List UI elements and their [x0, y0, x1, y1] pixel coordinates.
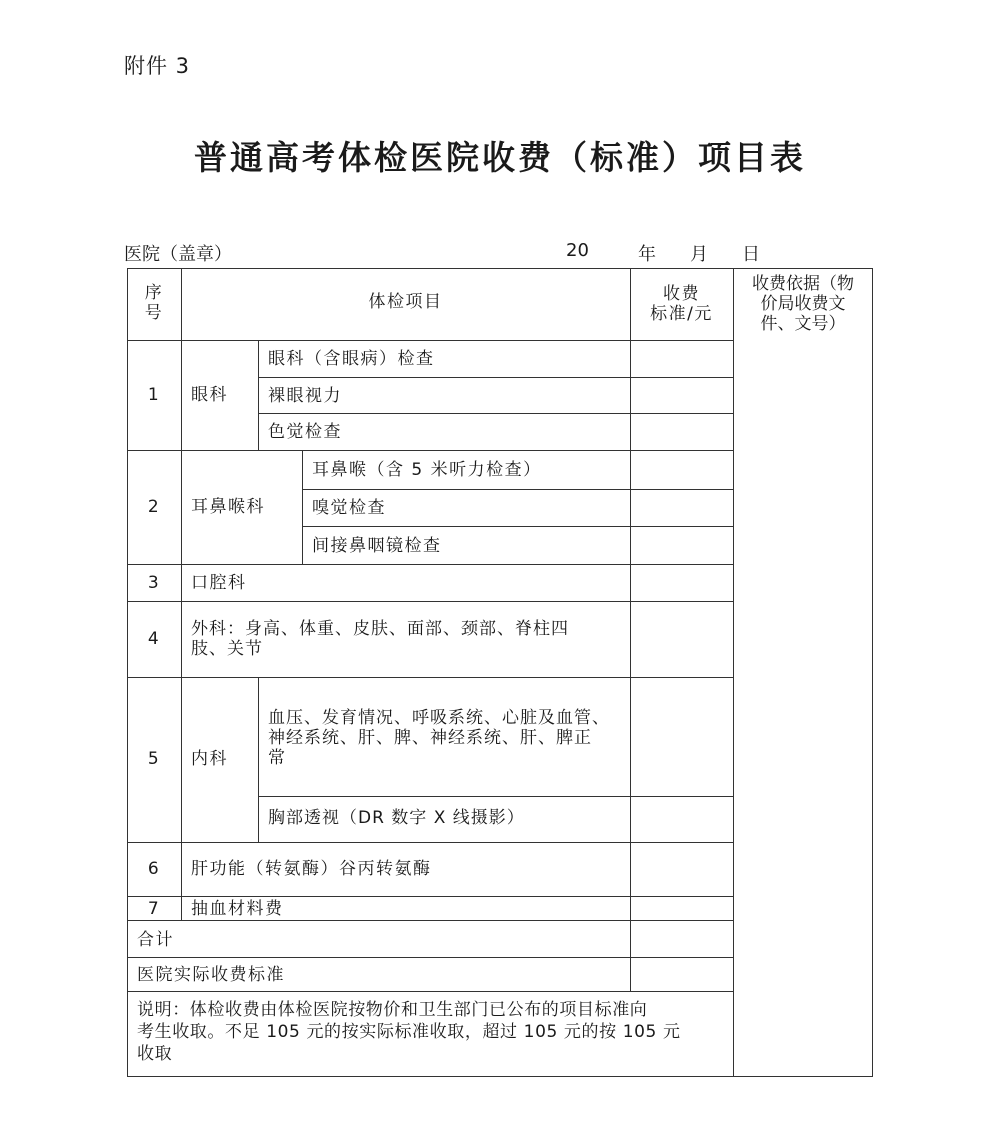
note-text: 考生收取。不足 105 元的按实际标准收取，超过 105 元的按 105 元: [137, 1022, 681, 1042]
date-month-unit: 月: [690, 244, 708, 265]
column-divider: [258, 677, 259, 842]
row-1-item: 眼科（含眼病）检查: [268, 349, 435, 369]
row-divider: [127, 340, 733, 341]
row-2-item: 间接鼻咽镜检查: [312, 536, 442, 556]
row-divider: [127, 896, 733, 897]
header-basis: 件、文号）: [760, 314, 846, 334]
row-4-item: 外科：身高、体重、皮肤、面部、颈部、脊柱四: [191, 619, 569, 639]
attachment-label: 附件 3: [124, 54, 191, 78]
column-divider: [733, 268, 734, 1077]
row-divider: [127, 564, 733, 565]
row-divider: [302, 489, 733, 490]
row-1-item: 色觉检查: [268, 422, 342, 442]
row-5-item: 常: [268, 748, 286, 768]
row-4-seq: 4: [147, 629, 161, 649]
row-2-seq: 2: [147, 497, 161, 517]
note-text: 说明：体检收费由体检医院按物价和卫生部门已公布的项目标准向: [137, 1000, 648, 1020]
header-seq: 序: [144, 283, 164, 303]
row-7-item: 抽血材料费: [191, 899, 284, 919]
row-5-item: 血压、发育情况、呼吸系统、心脏及血管、: [268, 708, 610, 728]
row-2-item: 耳鼻喉（含 5 米听力检查）: [312, 460, 542, 480]
column-divider: [181, 268, 182, 920]
row-divider: [127, 920, 733, 921]
row-divider: [127, 957, 733, 958]
row-7-seq: 7: [147, 899, 161, 919]
hospital-stamp-label: 医院（盖章）: [124, 244, 232, 265]
header-basis: 价局收费文: [760, 294, 846, 314]
row-3-item: 口腔科: [191, 573, 247, 593]
date-year-unit: 年: [638, 244, 656, 265]
row-4-item: 肢、关节: [191, 639, 263, 659]
row-divider: [127, 991, 733, 992]
row-divider: [258, 796, 733, 797]
row-divider: [258, 377, 733, 378]
column-divider: [258, 340, 259, 450]
header-item: 体检项目: [368, 292, 443, 312]
row-divider: [258, 413, 733, 414]
page-title: 普通高考体检医院收费（标准）项目表: [194, 138, 806, 177]
row-2-item: 嗅觉检查: [312, 498, 386, 518]
row-6-item: 肝功能（转氨酶）谷丙转氨酶: [191, 859, 432, 879]
actual-fee-label: 医院实际收费标准: [137, 965, 285, 985]
row-divider: [127, 842, 733, 843]
row-5-seq: 5: [147, 749, 161, 769]
header-fee: 标准/元: [650, 304, 713, 324]
row-divider: [127, 677, 733, 678]
row-divider: [127, 450, 733, 451]
row-5-dept: 内科: [191, 749, 228, 769]
fee-table: [127, 268, 873, 1077]
row-2-dept: 耳鼻喉科: [191, 497, 265, 517]
row-divider: [302, 526, 733, 527]
header-fee: 收费: [663, 284, 700, 304]
header-seq: 号: [144, 303, 164, 323]
row-1-seq: 1: [147, 385, 161, 405]
row-1-dept: 眼科: [191, 385, 228, 405]
row-1-item: 裸眼视力: [268, 386, 342, 406]
header-basis: 收费依据（物: [752, 274, 854, 294]
note-text: 收取: [137, 1044, 173, 1064]
row-divider: [127, 601, 733, 602]
row-5-item: 神经系统、肝、脾、神经系统、肝、脾正: [268, 728, 592, 748]
column-divider: [630, 268, 631, 991]
row-3-seq: 3: [147, 573, 161, 593]
row-5-item: 胸部透视（DR 数字 X 线摄影）: [268, 808, 525, 828]
total-label: 合计: [137, 930, 174, 950]
column-divider: [302, 450, 303, 564]
date-year: 20: [566, 240, 589, 261]
date-day-unit: 日: [742, 244, 760, 265]
row-6-seq: 6: [147, 859, 161, 879]
